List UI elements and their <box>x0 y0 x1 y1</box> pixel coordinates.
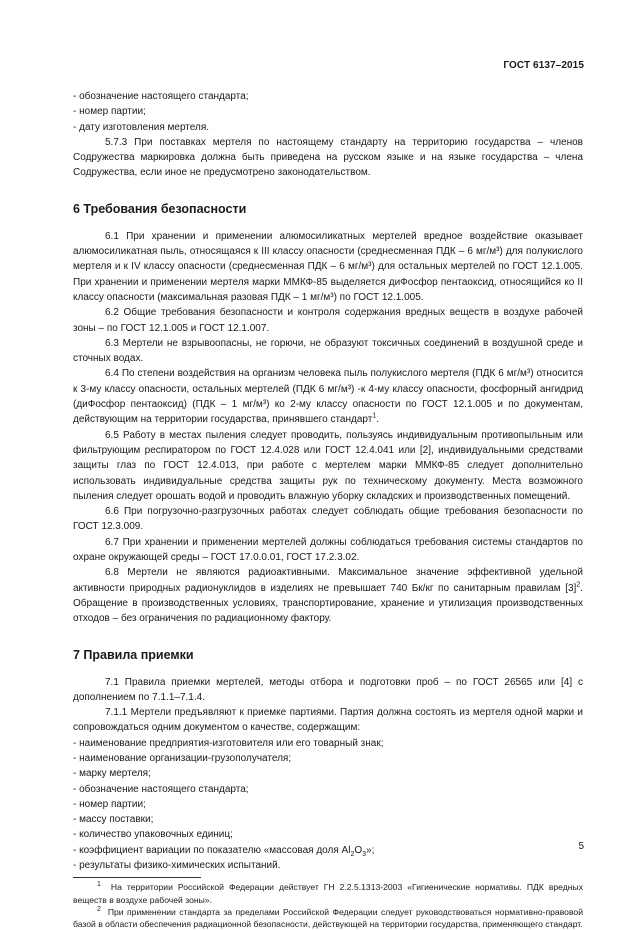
list-item: - обозначение настоящего стандарта; <box>73 783 249 795</box>
list-item: - обозначение настоящего стандарта; <box>73 91 249 102</box>
paragraph-6-8-text: 6.8 Мертели не являются радиоактивными. Максимальное значение эффективной удельной активности природных радионуклидов в изделиях не превышает 740 Бк/кг по санитарным правилам [3] <box>73 567 583 594</box>
footnote-ref-2: 2 <box>576 581 581 589</box>
footnote-ref-1: 1 <box>372 413 377 421</box>
footnote-text: При применении стандарта за пределами Российской Федерации следует руководствоваться нормативно-правовой базой в области обеспечения радиационной безопасности, действующей на территории государства, применяющего стандарт. <box>73 906 583 929</box>
section-7-title: 7 Правила приемки <box>73 647 194 662</box>
subscript: 3 <box>362 850 367 858</box>
paragraph-6-3: 6.3 Мертели не взрывоопасны, не горючи, не образуют токсичных соединений в воздушной среде и сточных водах. <box>73 337 583 365</box>
coef-text: »; <box>366 844 375 856</box>
paragraph-5-7-3: 5.7.3 При поставках мертеля по настоящему стандарту на территорию государства – членов Содружества маркировка должна быть приведена на русском языке и на языке государства – члена Содружества, если иное не предусмотрено законодательством. <box>73 136 583 179</box>
paragraph-6-8 <box>73 565 583 626</box>
paragraph-6-2: 6.2 Общие требования безопасности и контроля содержания вредных веществ в воздухе рабочей зоны – по ГОСТ 12.1.005 и ГОСТ 12.1.007. <box>73 307 583 334</box>
footnote-text: На территории Российской Федерации действует ГН 2.2.5.1313-2003 «Гигиенические нормативы. ПДК вредных веществ в воздухе рабочей зоны». <box>73 882 583 905</box>
paragraph-6-8-tail: . Обращение в производственных условиях, транспортирование, хранение и утилизация производственных отходов – без ограничения по радиационному фактору. <box>73 582 583 625</box>
paragraph-6-7: 6.7 При хранении и применении мертелей должны соблюдаться требования системы стандартов по охране окружающей среды – ГОСТ 17.0.0.01, ГОСТ 17.2.3.02. <box>73 536 583 564</box>
paragraph-7-1-1: 7.1.1 Мертели предъявляют к приемке партиями. Партия должна состоять из мертеля одной марки и сопровождаться одним документом о качестве, содержащим: <box>73 707 583 734</box>
page-number: 5 <box>578 841 584 852</box>
list-item: - номер партии; <box>73 106 146 118</box>
paragraph-6-5: 6.5 Работу в местах пыления следует проводить, пользуясь индивидуальным противопыльным или фильтрующим респиратором по ГОСТ 12.4.028 или ГОСТ 12.4.041 или [2], индивидуальными средствами защиты глаз по ГОСТ 12.4.013, при работе с мертелем марки ММКФ-85 следует дополнительно использовать индивидуальные средства защиты рук по техническому документу. Места возможного пыления следует орошать водой и проводить влажную уборку складских и производственных помещений. <box>73 429 583 502</box>
list-item: - наименование организации-грузополучателя; <box>73 752 292 764</box>
footnote-2 <box>73 906 583 930</box>
paragraph-6-4: 6.4 По степени воздействия на организм человека пыль полукислого мертеля (ПДК 6 мг/м³) относится к 3-му классу опасности, остальных мертелей (ПДК 6 мг/м³) -к 4-му классу опасности, фосфорный ангидрид (диФосфор пентаоксид) (ПДК – 1 мг/м³) ко 2-му классу опасности по ГОСТ 12.1.005 и по документам, действующим на территории государства, принявшего стандарт$^1$. <box>73 368 583 426</box>
coef-text: O <box>354 844 363 856</box>
section-6-title: 6 Требования безопасности <box>73 201 247 216</box>
list-item: - дату изготовления мертеля. <box>73 121 210 133</box>
list-item: - номер партии; <box>73 798 146 810</box>
standard-header: ГОСТ 6137–2015 <box>503 60 584 71</box>
document-body <box>73 89 583 930</box>
paragraph-6-4-text: 6.4 По степени воздействия на организм человека пыль полукислого мертеля (ПДК 6 мг/м³) относится к 3-му классу опасности, остальных мертелей (ПДК 6 мг/м³) -к 4-му классу опасности, фосфорный ангидрид (диФосфор пентаоксид) (ПДК – 1 мг/м³) ко 2-му классу опасности по ГОСТ 12.1.005 и по документам, действующим на территории государства, принявшего стандарт <box>73 368 583 426</box>
list-item: - результаты физико-химических испытаний. <box>73 860 281 872</box>
coef-text: - коэффициент вариации по показателю «массовая доля Al <box>73 844 351 856</box>
footnote-mark: 2 <box>97 905 101 913</box>
footnote-separator <box>73 877 201 878</box>
list-item: - количество упаковочных единиц; <box>73 829 233 841</box>
quality-document-list <box>73 736 583 874</box>
paragraph-6-6: 6.6 При погрузочно-разгрузочных работах следует соблюдать общие требования безопасности по ГОСТ 12.3.009. <box>73 506 583 533</box>
list-item <box>73 843 583 858</box>
list-item: - массу поставки; <box>73 814 154 826</box>
paragraph-7-1: 7.1 Правила приемки мертелей, методы отбора и подготовки проб – по ГОСТ 26565 или [4] с дополнением по 7.1.1–7.1.4. <box>73 676 583 703</box>
list-item: - марку мертеля; <box>73 768 151 780</box>
paragraph-6-1: 6.1 При хранении и применении алюмосиликатных мертелей вредное воздействие оказывает алюмосиликатная пыль, относящаяся к III классу опасности (среднесменная ПДК – 6 мг/м³) для полукислого мертеля и к IV классу опасности (среднесменная ПДК – 6 мг/м³) для остальных мертелей по ГОСТ 12.1.005. При хранении и применении мертеля марки ММКФ-85 выделяется диФосфор пентаоксид, относящийся ко II классу опасности (максимальная разовая ПДК – 1 мг/м³) по ГОСТ 12.1.005. <box>73 230 583 303</box>
subscript: 2 <box>350 850 355 858</box>
footnote-mark: 1 <box>97 881 101 889</box>
list-item: - наименование предприятия-изготовителя или его товарный знак; <box>73 737 384 749</box>
intro-list <box>73 89 583 135</box>
footnote-1 <box>73 881 583 905</box>
